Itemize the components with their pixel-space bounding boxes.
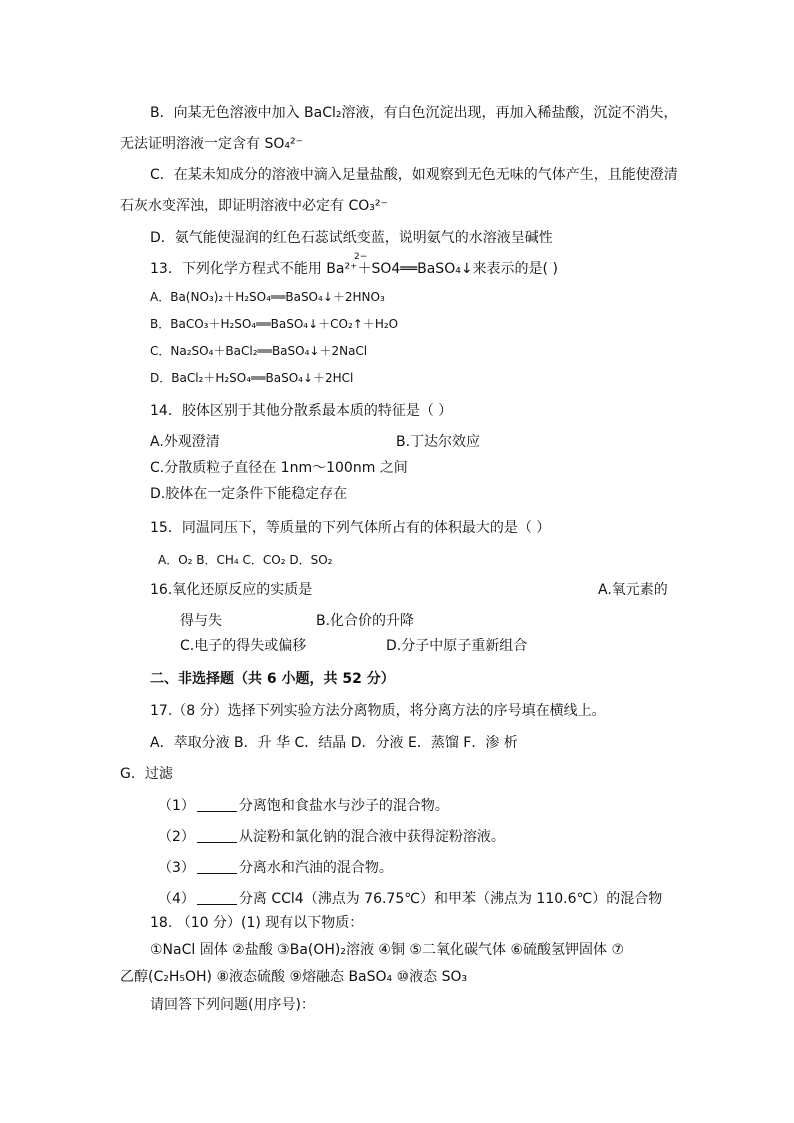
q17-item-3 [158, 858, 393, 878]
section-2-title: 二、非选择题（共 6 小题，共 52 分） [150, 671, 395, 687]
q16-option-a-line2: 得与失 [180, 613, 222, 629]
q16-stem: 16.氧化还原反应的实质是 [150, 582, 313, 598]
q17-item-1-text: 分离饱和食盐水与沙子的混合物。 [238, 798, 449, 814]
q16-option-c: C.电子的得失或偏移 [180, 638, 307, 654]
q14-option-c: C.分散质粒子直径在 1nm～100nm 之间 [150, 460, 408, 476]
q17-methods: A．萃取分液 B．升 华 C．结晶 D．分液 E．蒸馏 F．渗 析 [150, 735, 518, 751]
q14-option-a: A.外观澄清 [150, 434, 220, 450]
q15-options: A．O₂ B．CH₄ C．CO₂ D．SO₂ [158, 553, 333, 567]
q14-option-d: D.胶体在一定条件下能稳定存在 [150, 486, 348, 502]
q18-stem: 18. （10 分）(1) 现有以下物质： [150, 915, 364, 931]
q14-stem: 14．胶体区别于其他分散系最本质的特征是（ ） [150, 403, 453, 419]
q17-item-2 [158, 827, 505, 847]
q15-stem: 15．同温同压下，等质量的下列气体所占有的体积最大的是（ ） [150, 520, 551, 536]
q13-option-b: B．BaCO₃＋H₂SO₄══BaSO₄↓＋CO₂↑＋H₂O [150, 317, 399, 331]
q17-item-4-blank[interactable] [197, 890, 237, 905]
q18-prompt: 请回答下列问题(用序号)： [150, 997, 315, 1013]
q17-item-2-text: 从淀粉和氯化钠的混合液中获得淀粉溶液。 [238, 829, 505, 845]
q16-option-a-line1: A.氧元素的 [598, 582, 668, 598]
q18-substances-line1: ①NaCl 固体 ②盐酸 ③Ba(OH)₂溶液 ④铜 ⑤二氧化碳气体 ⑥硫酸氢钾固体 ⑦ [150, 942, 624, 958]
q13-sulfate-charge: 2− [354, 252, 368, 262]
q12-option-d: D．氨气能使湿润的红色石蕊试纸变蓝，说明氨气的水溶液呈碱性 [150, 230, 553, 246]
q18-substances-line2: 乙醇(C₂H₅OH) ⑧液态硫酸 ⑨熔融态 BaSO₄ ⑩液态 SO₃ [120, 969, 468, 985]
q12-option-c-line2: 石灰水变浑浊，即证明溶液中必定有 CO₃²⁻ [120, 198, 388, 214]
q17-item-3-num: （3） [158, 860, 195, 876]
q14-option-b: B.丁达尔效应 [396, 434, 481, 450]
q13-stem: 13．下列化学方程式不能用 Ba²⁺＋SO4══BaSO₄↓来表示的是( ) [150, 261, 558, 277]
q12-option-b-line2: 无法证明溶液一定含有 SO₄²⁻ [120, 136, 303, 152]
q17-item-4-num: （4） [158, 891, 195, 907]
q17-item-1 [158, 796, 449, 816]
q17-item-2-num: （2） [158, 829, 195, 845]
q17-item-3-blank[interactable] [197, 859, 237, 874]
q17-item-1-num: （1） [158, 798, 195, 814]
q13-option-c: C．Na₂SO₄＋BaCl₂══BaSO₄↓＋2NaCl [150, 344, 368, 358]
q17-item-4-text: 分离 CCl4（沸点为 76.75℃）和甲苯（沸点为 110.6℃）的混合物 [238, 891, 663, 907]
q17-item-3-text: 分离水和汽油的混合物。 [238, 860, 393, 876]
q12-option-b-line1: B．向某无色溶液中加入 BaCl₂溶液，有白色沉淀出现，再加入稀盐酸，沉淀不消失， [150, 105, 678, 121]
q17-item-4 [158, 889, 662, 909]
q17-stem: 17.（8 分）选择下列实验方法分离物质，将分离方法的序号填在横线上。 [150, 703, 606, 719]
q17-item-1-blank[interactable] [197, 797, 237, 812]
q13-option-a: A．Ba(NO₃)₂＋H₂SO₄══BaSO₄↓＋2HNO₃ [150, 290, 385, 304]
q12-option-c-line1: C．在某未知成分的溶液中滴入足量盐酸，如观察到无色无味的气体产生，且能使澄清 [150, 167, 678, 183]
q17-methods-cont: G．过滤 [120, 766, 173, 782]
q16-option-b: B.化合价的升降 [316, 613, 415, 629]
q16-option-d: D.分子中原子重新组合 [386, 638, 528, 654]
q17-item-2-blank[interactable] [197, 828, 237, 843]
q13-option-d: D．BaCl₂＋H₂SO₄══BaSO₄↓＋2HCl [150, 371, 354, 385]
